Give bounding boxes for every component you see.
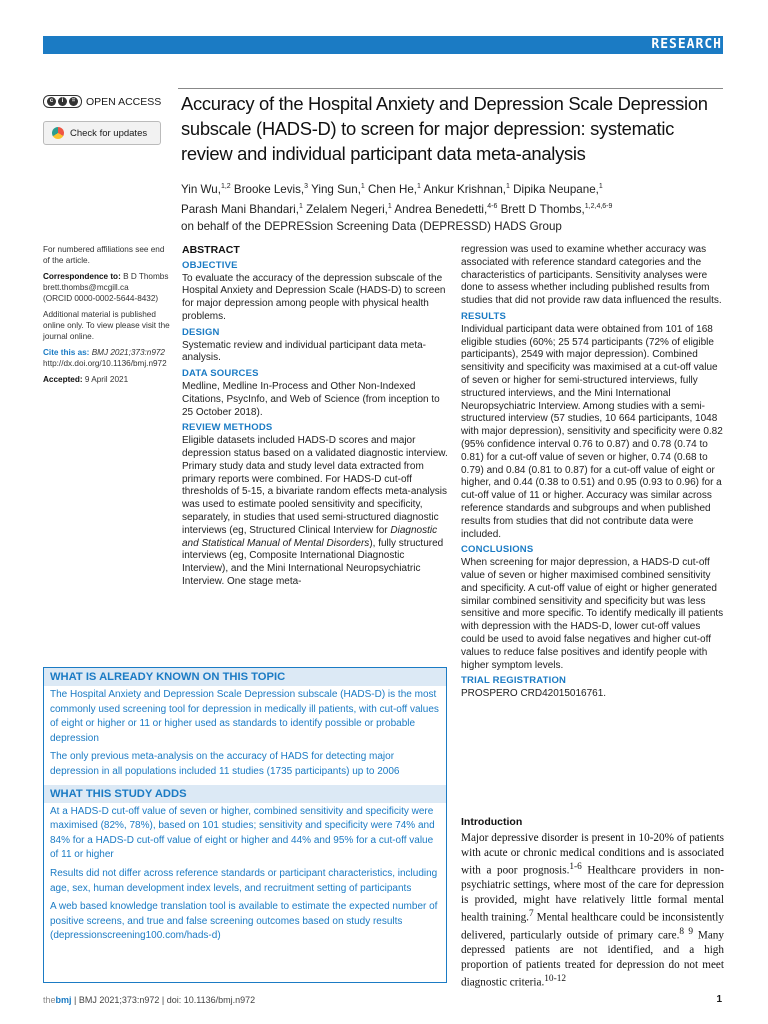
article-title: Accuracy of the Hospital Anxiety and Depression Scale Depression subscale (HADS-D) to screen for major depression: systematic review and individual participant data meta-analysis <box>181 93 708 164</box>
introduction-text: Major depressive disorder is present in 10-20% of patients with acute or chronic medical conditions and is associated with a poor prognosis.$^{1-6}$ Healthcare providers in non-psychiatric settings, where most of the care for depression is provided, might have relatively little formal mental health training.$^7$ Mental healthcare could be inconsistently delivered, particularly outside of primary care.$^{8 9}$ Many depressed patients are not identified, and a high proportion of patients treated for depression do not meet diagnostic criteria.$^{10-12}$ <box>461 832 725 989</box>
section-label: RESEARCH <box>651 37 722 52</box>
objective-heading: OBJECTIVE <box>182 259 238 271</box>
conclusions-text: When screening for major depression, a HADS-D cut-off value of seven or higher maximised combined sensitivity and specificity. A cut-off value of eight or higher generated similar combined sensitivity and specificity but was less sensitive and more specific. To identify medically ill patients with depression with the HADS-D, lower cut-off values could be used to avoid false negatives and higher cut-off values to reduce false positives and identify people with higher symptom levels. <box>461 557 724 671</box>
email-link[interactable]: brett.thombs@mcgill.ca <box>43 283 129 292</box>
author-list <box>181 178 726 235</box>
conclusions-heading: CONCLUSIONS <box>461 544 534 556</box>
methods-heading: REVIEW METHODS <box>182 422 273 434</box>
known-heading: WHAT IS ALREADY KNOWN ON THIS TOPIC <box>44 668 446 686</box>
adds-point: At a HADS-D cut-off value of seven or higher, combined sensitivity and specificity were maximised (82%, 78%), based on 101 studies; sensitivity and specificity were 74% and 84% for a HADS-D cut-off value of eight or higher and 44% and 95% for a cut-off value of 11 or higher <box>50 805 435 861</box>
accepted-date: Accepted: 9 April 2021 <box>43 375 129 384</box>
crossmark-icon <box>52 127 64 139</box>
title-rule <box>178 88 723 89</box>
page-footer: thebmj | BMJ 2021;373:n972 | doi: 10.1136/bmj.n972 <box>43 995 256 1005</box>
additional-material-note: Additional material is published online only. To view please visit the journal online. <box>43 310 170 341</box>
known-point: The Hospital Anxiety and Depression Scale Depression subscale (HADS-D) is the most commonly used screening tool for depression in medically ill patients, with cut-off values of eight or higher or 11 or higher used as standards to identify possible or probable depression <box>50 689 439 744</box>
bmj-logo: bmj <box>55 995 72 1005</box>
adds-point: Results did not differ across reference standards or participant characteristics, including age, sex, human development index levels, and recruitment setting of participants <box>50 867 438 894</box>
known-point: The only previous meta-analysis on the accuracy of HADS for detecting major depression in all populations included 11 studies (1735 participants) up to 2006 <box>50 751 400 777</box>
research-banner <box>43 36 723 54</box>
citation: Cite this as: BMJ 2021;373:n972 http://dx.doi.org/10.1136/bmj.n972 <box>43 348 167 368</box>
adds-heading: WHAT THIS STUDY ADDS <box>44 785 446 803</box>
design-heading: DESIGN <box>182 326 220 338</box>
orcid: (ORCID 0000-0002-5644-8432) <box>43 294 159 303</box>
trial-text: PROSPERO CRD42015016761. <box>461 688 607 700</box>
page-number: 1 <box>716 994 722 1005</box>
footer-citation: | BMJ 2021;373:n972 | doi: 10.1136/bmj.n972 <box>71 995 256 1005</box>
sources-text: Medline, Medline In-Process and Other Non-Indexed Citations, PsycInfo, and Web of Science (from inception to 25 October 2018). <box>182 380 440 418</box>
sidebar-notes <box>43 244 170 390</box>
affiliations-note: For numbered affiliations see end of the article. <box>43 245 165 265</box>
methods-text-continued: regression was used to examine whether accuracy was associated with reference standard categories and the characteristics of participants. Sensitivity analyses were done to assess whether including published results from studies that did not provide raw data influenced the results. <box>461 244 722 307</box>
doi-link[interactable]: http://dx.doi.org/10.1136/bmj.n972 <box>43 359 167 368</box>
open-access-label: OPEN ACCESS <box>86 95 162 108</box>
abstract-column-2 <box>461 244 724 701</box>
design-text: Systematic review and individual participant data meta-analysis. <box>182 339 427 364</box>
summary-box <box>43 667 447 983</box>
results-heading: RESULTS <box>461 310 507 322</box>
authors-line: Parash Mani Bhandari,$^1$ Zelalem Negeri,$^1$ Andrea Benedetti,$^{4-6}$ Brett D Thombs,$^{1,2,4,6-9}$ <box>181 202 613 216</box>
adds-point: A web based knowledge translation tool is available to estimate the expected number of positive screens, and true and false screening outcomes based on study results (depressionscreening100.com/hads-d) <box>50 901 438 942</box>
results-text: Individual participant data were obtained from 101 of 168 eligible studies (60%; 25 574 participants (72% of eligible participants), 2549 with major depression). Combined sensitivity and specificity was maximised at a cut-off value of seven or higher for semi-structured interviews, fully structured interviews, and the Mini International Neuropsychiatric Interview. Among studies with a semi-structured interview (57 studies, 10 664 participants, 1048 with major depression), sensitivity and specificity were 0.82 (95% confidence interval 0.76 to 0.87) and 0.78 (0.74 to 0.81) for a cut-off value of seven or higher, 0.74 (0.68 to 0.79) and 0.84 (0.81 to 0.87) for a cut-off value of eight or higher, and 0.44 (0.38 to 0.51) and 0.95 (0.93 to 0.96) for a cut-off value of 11 or higher. Accuracy was similar across reference standards and subgroups and when published results from studies that did not contribute data were included. <box>461 323 723 540</box>
open-access-badge[interactable] <box>43 95 161 108</box>
sources-heading: DATA SOURCES <box>182 368 259 380</box>
introduction-heading: Introduction <box>461 816 523 828</box>
abstract-column-1 <box>182 244 450 589</box>
creative-commons-icon: c i = <box>43 95 82 108</box>
correspondence: Correspondence to: B D Thombs brett.thombs@mcgill.ca (ORCID 0000-0002-5644-8432) <box>43 272 169 303</box>
abstract-heading: ABSTRACT <box>182 244 240 256</box>
authors-line: Yin Wu,$^{1,2}$ Brooke Levis,$^3$ Ying Sun,$^1$ Chen He,$^1$ Ankur Krishnan,$^1$ Dipika Neupane,$^1$ <box>181 182 603 196</box>
check-for-updates-button[interactable] <box>43 121 161 145</box>
trial-heading: TRIAL REGISTRATION <box>461 675 567 687</box>
group-line: on behalf of the DEPRESsion Screening Data (DEPRESSD) HADS Group <box>181 219 562 233</box>
introduction-section <box>461 815 724 990</box>
check-updates-label: Check for updates <box>70 127 148 139</box>
objective-text: To evaluate the accuracy of the depression subscale of the Hospital Anxiety and Depression Scale (HADS-D) to screen for major depression among people with physical health problems. <box>182 272 446 322</box>
methods-text: Eligible datasets included HADS-D scores and major depression status based on a validated diagnostic interview. Primary study data and study level data extracted from primary reports were combined. For HADS-D cut-off thresholds of 5-15, a bivariate random effects meta-analysis was used to estimate pooled sensitivity and specificity, separately, in studies that used semi-structured diagnostic interviews (eg, Structured Clinical Interview for Diagnostic and Statistical Manual of Mental Disorders), fully structured interviews (eg, Composite International Diagnostic Interview), and the Mini International Neuropsychiatric Interview. One stage meta- <box>182 435 448 587</box>
